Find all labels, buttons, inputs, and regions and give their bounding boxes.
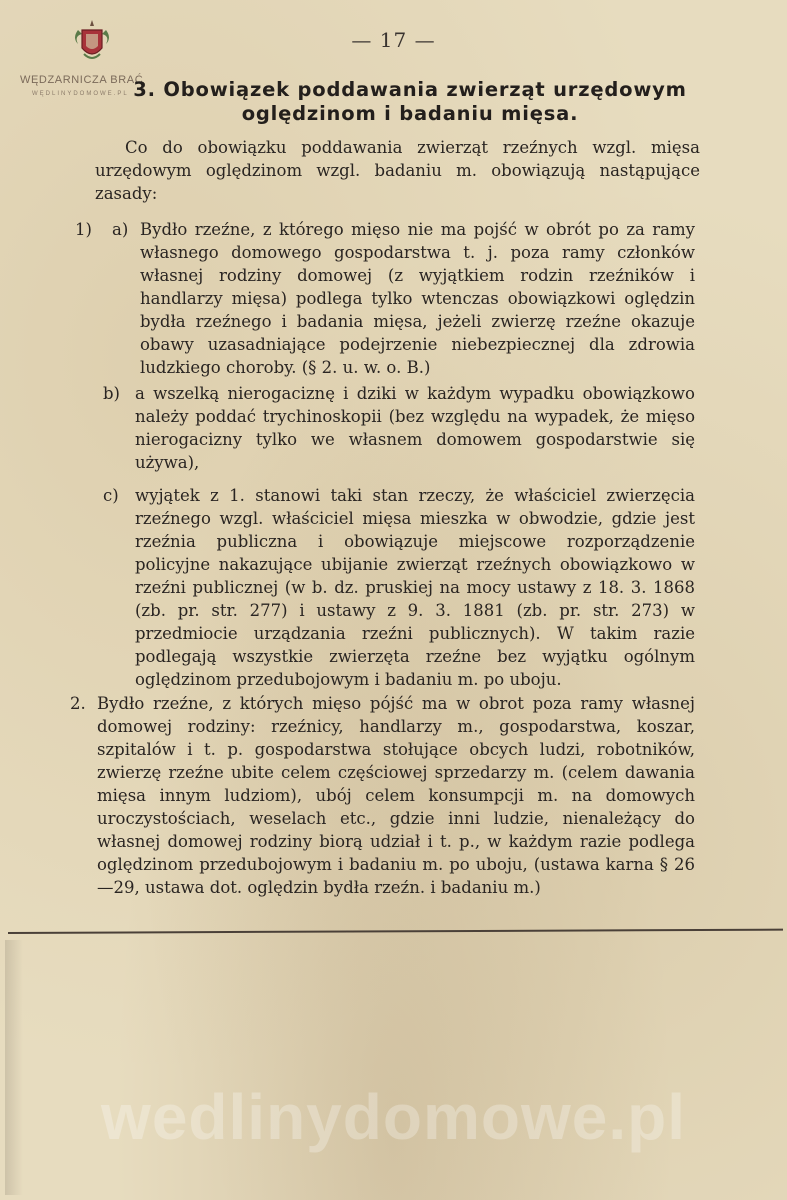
- intro-paragraph: Co do obowiązku poddawania zwierząt rzeźnych wzgl. mięsa urzędowym oględzinom wzgl. badaniu m. obowiązują nastąpujące zasady:: [95, 138, 700, 203]
- section-heading: [100, 78, 720, 126]
- page-fold-shadow: [5, 940, 23, 1195]
- watermark: wedlinydomowe.pl: [101, 1081, 686, 1153]
- item-a-marker: a): [112, 220, 129, 239]
- logo-name: WĘDZARNICZA BRAĆ: [20, 74, 144, 86]
- section-1-number: 1): [75, 220, 92, 239]
- logo-subtitle: WĘDLINYDOMOWE.PL: [32, 91, 129, 97]
- item-c-marker: c): [103, 486, 119, 505]
- divider-rule: [8, 929, 783, 934]
- page-number: — 17 —: [351, 28, 436, 52]
- heading-line-1: 3. Obowiązek poddawania zwierząt urzędowym: [133, 78, 687, 101]
- item-a-text: Bydło rzeźne, z którego mięso nie ma pojść w obrót po za ramy własnego domowego gospodarstwa t. j. poza ramy członków własnej rodziny domowej (z wyjątkiem rodzin rzeźników i handlarzy mięsa) podlega tylko wtenczas obowiązkowi oględzin bydła rzeźnego i badania mięsa, jeżeli zwierzę rzeźne okazuje obawy uzasadniające podejrzenie niebezpiecznej dla zdrowia ludzkiego choroby. (§ 2. u. w. o. B.): [140, 220, 695, 377]
- item-c-text: wyjątek z 1. stanowi taki stan rzeczy, że właściciel zwierzęcia rzeźnego wzgl. właściciel mięsa mieszka w obwodzie, gdzie jest rzeźnia publiczna i obowiązuje miejscowe rozporządzenie policyjne nakazujące ubijanie zwierząt rzeźnych obowiązkowo w rzeźni publicznej (w b. dz. pruskiej na mocy ustawy z 18. 3. 1868 (zb. pr. str. 277) i ustawy z 9. 3. 1881 (zb. pr. str. 273) w przedmiocie urządzania rzeźni publicznych). W takim razie podlegają wszystkie zwierzęta rzeźne bez wyjątku ogólnym oględzinom przedubojowym i badaniu m. po uboju.: [135, 486, 695, 689]
- item-b-marker: b): [103, 384, 120, 403]
- section-2-text: Bydło rzeźne, z których mięso pójść ma w obrot poza ramy własnej domowej rodziny: rzeźnicy, handlarzy m., gospodarstwa, koszar, szpitalów i t. p. gospodarstwa stołujące obcych ludzi, robotników, zwierzę rzeźne ubite celem częściowej sprzedarzy m. (celem dawania mięsa innym ludziom), ubój celem konsumpcji m. na domowych uroczystościach, weselach etc., gdzie inni ludzie, nienależący do własnej domowej rodziny biorą udział i t. p., w każdym razie podlega oględzinom przedubojowym i badaniu m. po uboju, (ustawa karna § 26—29, ustawa dot. oględzin bydła rzeźn. i badaniu m.): [97, 694, 695, 897]
- section-2-number: 2.: [70, 694, 86, 713]
- heading-line-2: oględzinom i badaniu mięsa.: [241, 102, 579, 125]
- item-b-text: a wszelką nierogaciznę i dziki w każdym wypadku obowiązkowo należy poddać trychinoskopii (bez względu na wypadek, że mięso nierogacizny tylko we własnem domowem gospodarstwie się używa),: [135, 384, 695, 472]
